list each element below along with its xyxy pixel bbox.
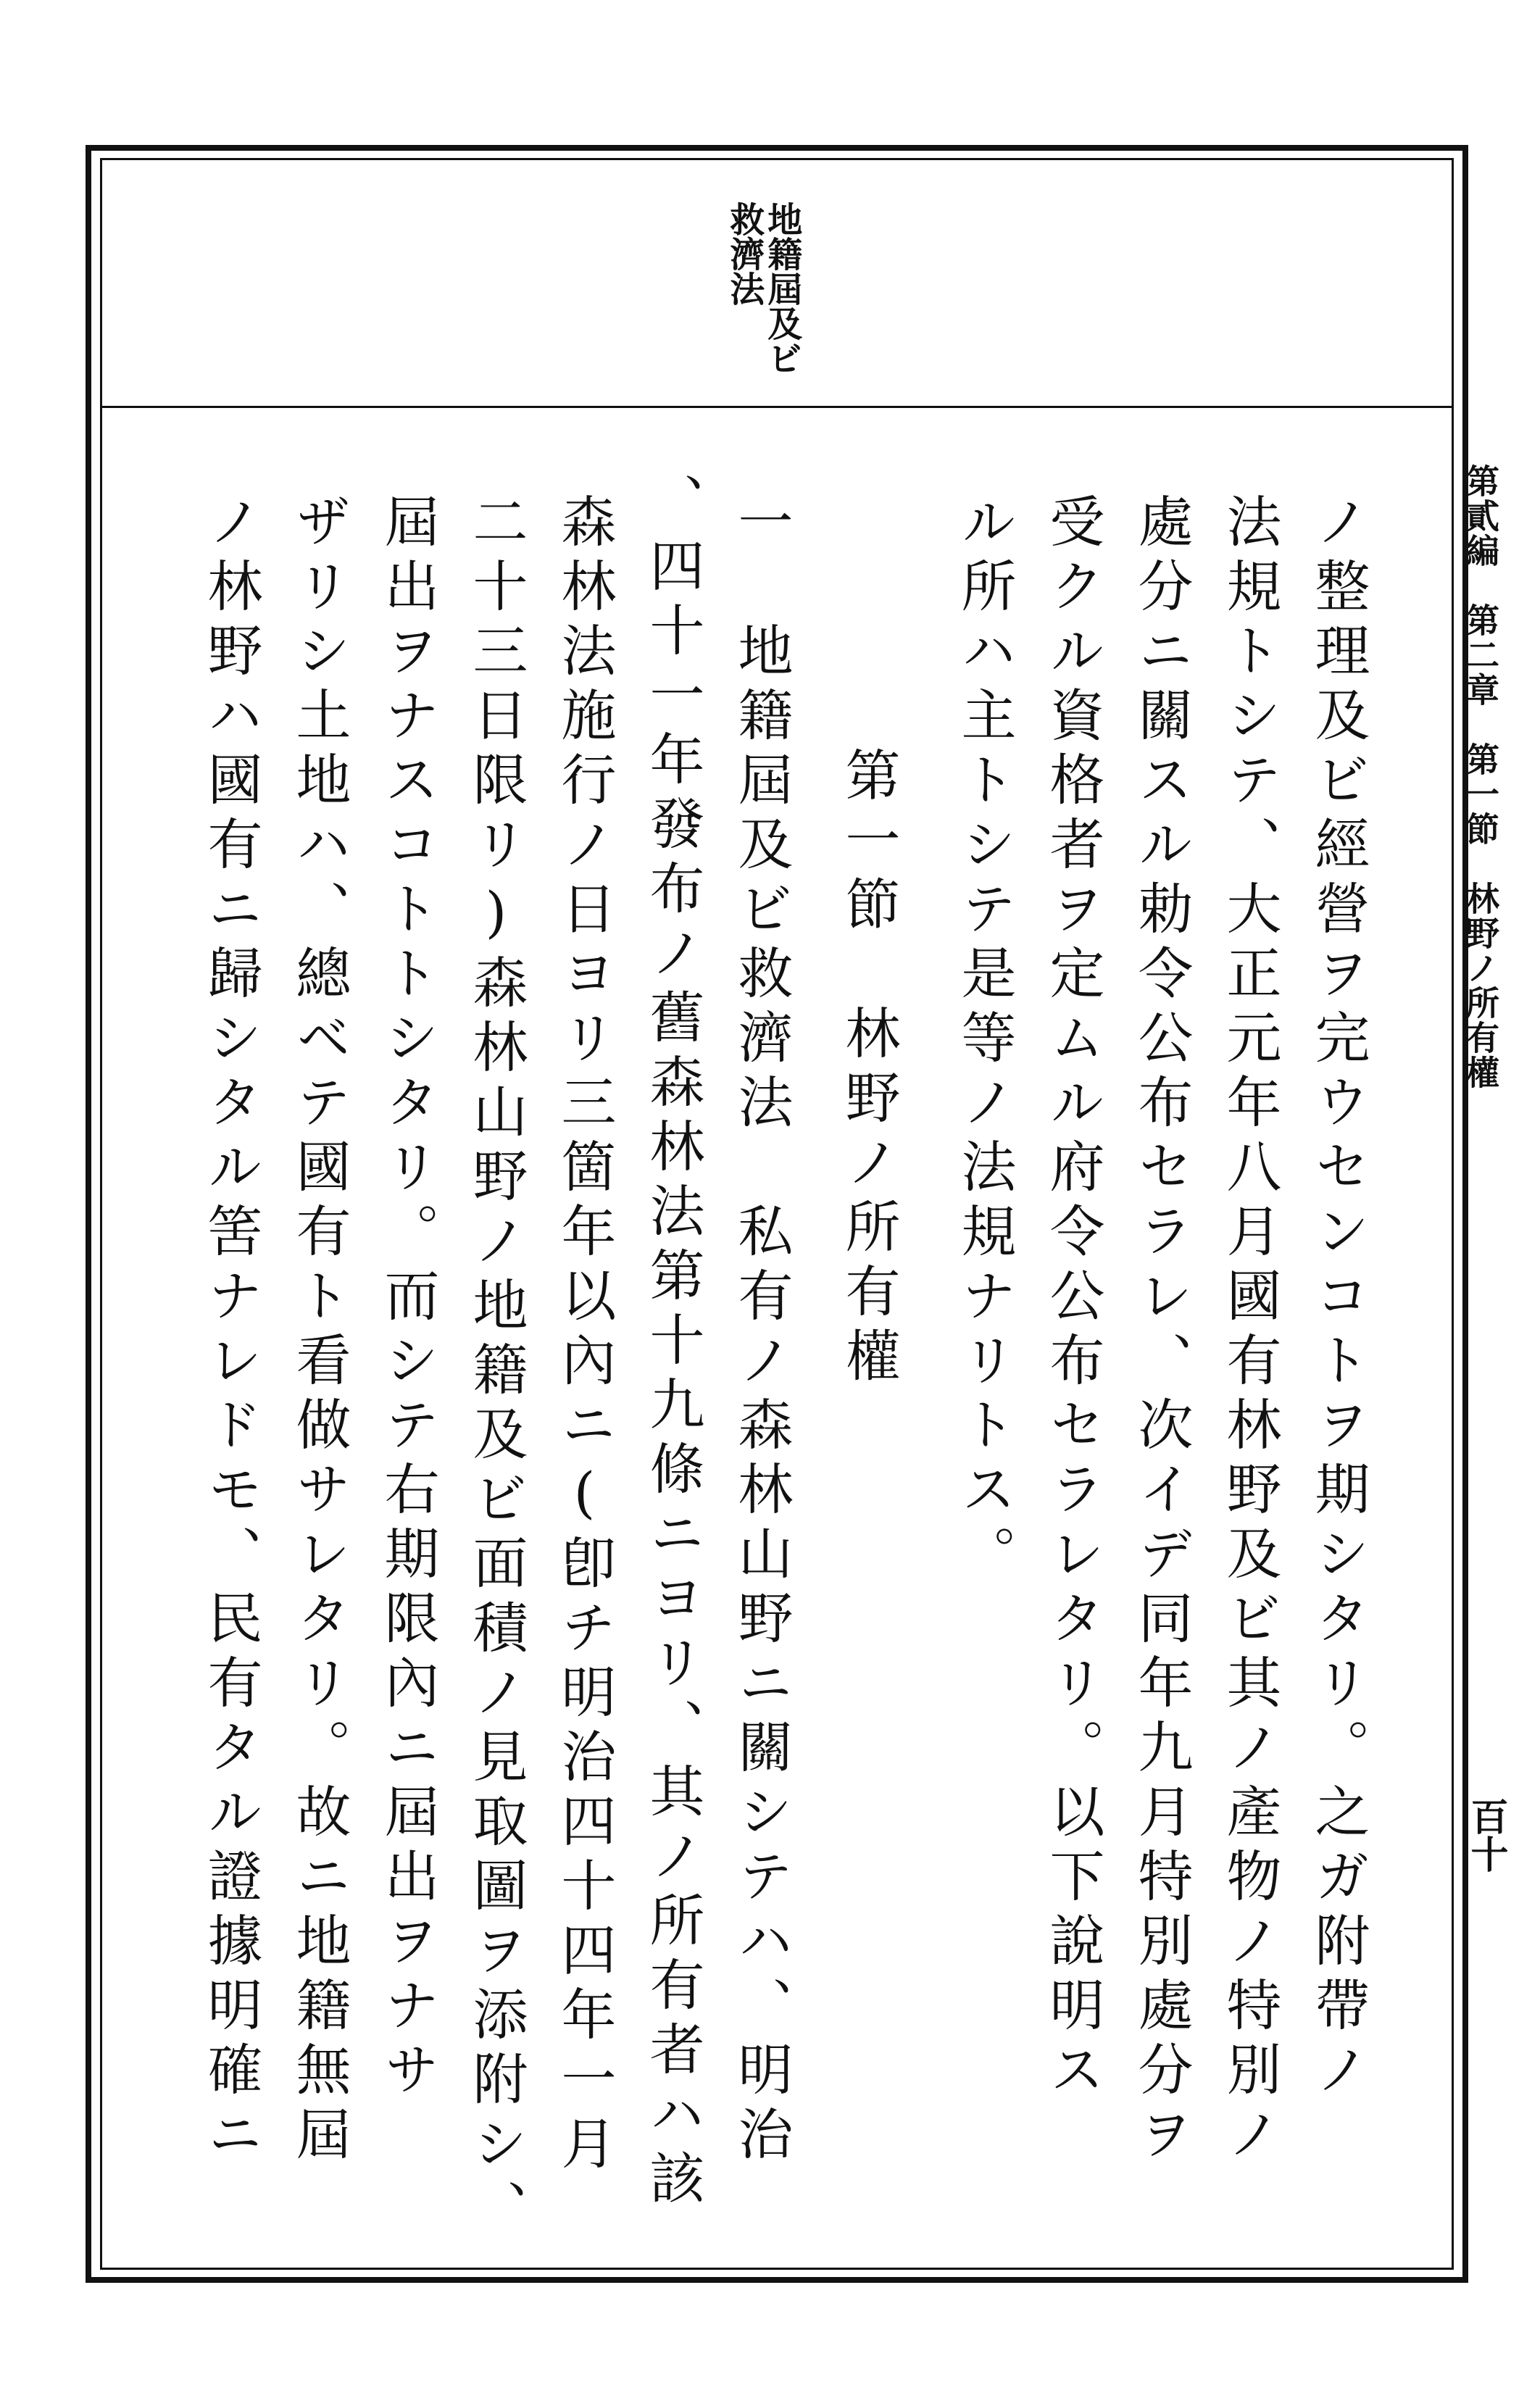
- text-column-8: 、四十一年發布ノ舊森林法第十九條ニヨリ、其ノ所有者ハ該: [641, 473, 705, 2214]
- text-column-10: 二十三日限リ)森林山野ノ地籍及ビ面積ノ見取圖ヲ添附シ、: [464, 493, 528, 2244]
- text-column-5: ル所ハ主トシテ是等ノ法規ナリトス。: [952, 493, 1017, 1589]
- marginal-note-line-1: 地籍屆及ビ: [761, 201, 802, 375]
- text-column-2: 法規トシテ、大正元年八月國有林野及ビ其ノ產物ノ特別ノ: [1218, 493, 1282, 2170]
- text-column-4: 受クル資格者ヲ定ムル府令公布セラレタリ。以下說明ス: [1041, 493, 1105, 2105]
- text-column-1: ノ整理及ビ經營ヲ完ウセンコトヲ期シタリ。之ガ附帶ノ: [1306, 493, 1370, 2105]
- marginal-note-line-2: 救濟法: [723, 201, 765, 306]
- text-column-7: 一 地籍屆及ビ救濟法 私有ノ森林山野ニ關シテハ、明治: [729, 493, 794, 2170]
- text-column-12: ザリシ土地ハ、總ベテ國有ト看做サレタリ。故ニ地籍無屆: [287, 493, 351, 2170]
- page-number: 百十: [1464, 1797, 1508, 1873]
- text-column-3: 處分ニ關スル勅令公布セラレ、次イデ同年九月特別處分ヲ: [1129, 493, 1194, 2170]
- text-column-11: 屆出ヲナスコトトシタリ。而シテ右期限內ニ屆出ヲナサ: [375, 493, 440, 2105]
- text-column-13: ノ林野ハ國有ニ歸シタル筈ナレドモ、民有タル證據明確ニ: [199, 493, 263, 2170]
- running-head: 第貳編 第二章 第一節 林野ノ所有權: [1461, 464, 1500, 1090]
- text-column-9: 森林法施行ノ日ヨリ三箇年以內ニ(卽チ明治四十四年一月: [552, 493, 617, 2179]
- header-rule: [100, 406, 1454, 408]
- section-heading: 第一節 林野ノ所有權: [836, 746, 901, 1391]
